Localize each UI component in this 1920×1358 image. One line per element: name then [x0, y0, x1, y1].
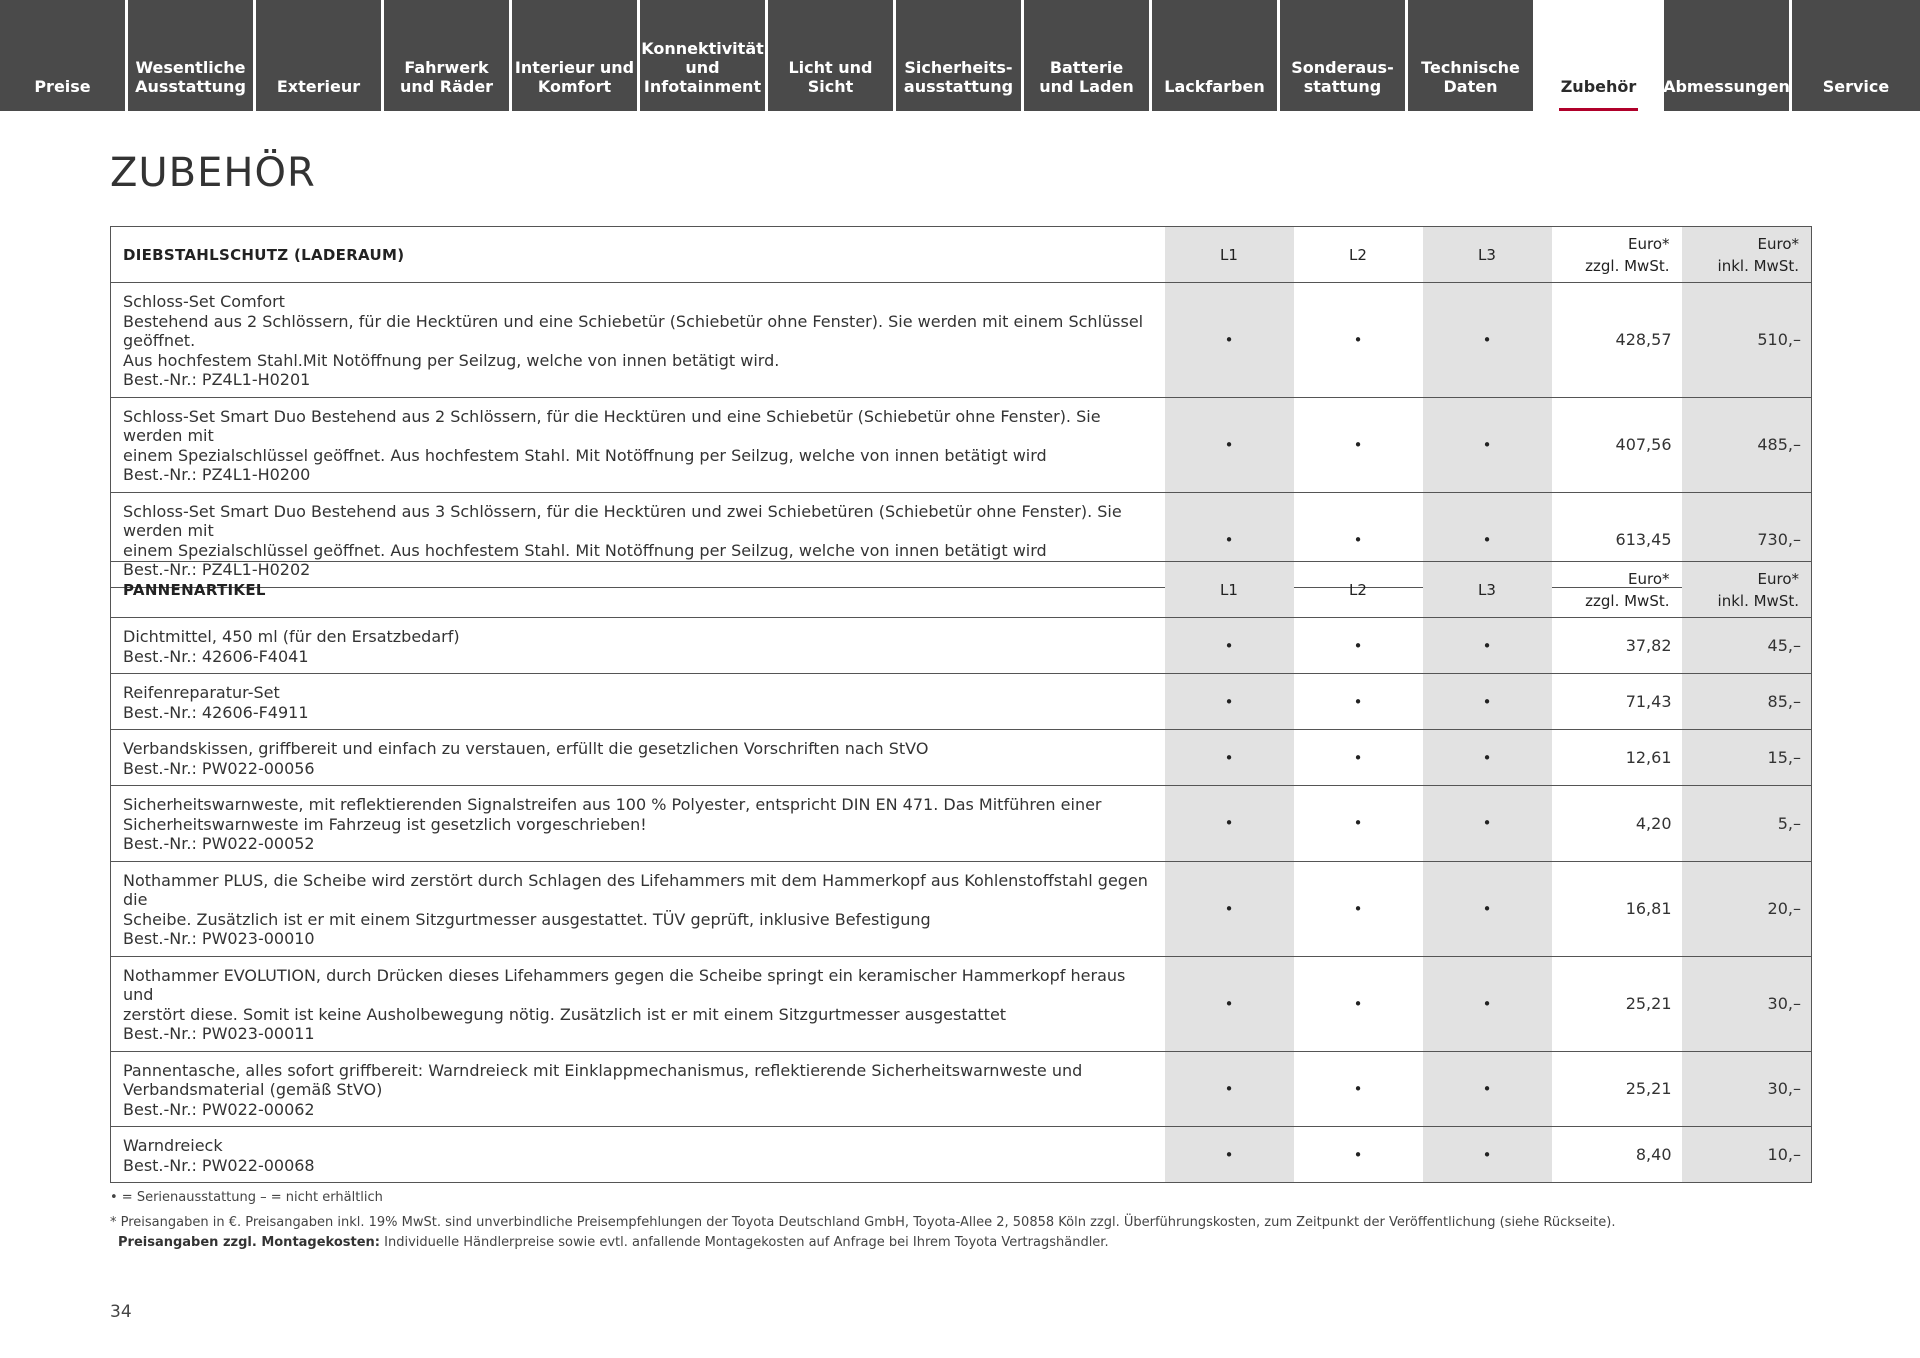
column-header-net-price: Euro* zzgl. MwSt. — [1552, 227, 1682, 283]
price-gross: 30,– — [1682, 956, 1812, 1051]
availability-l3: • — [1423, 861, 1552, 956]
tab-label: Konnektivität und Infotainment — [641, 39, 764, 96]
tab-label: Exterieur — [276, 77, 361, 96]
price-net: 12,61 — [1552, 730, 1682, 786]
price-net: 25,21 — [1552, 1051, 1682, 1127]
price-gross: 15,– — [1682, 730, 1812, 786]
availability-l1: • — [1165, 861, 1294, 956]
availability-l3: • — [1423, 397, 1552, 492]
tab-label: Zubehör — [1560, 77, 1637, 96]
item-description: Pannentasche, alles sofort griffbereit: Warndreieck mit Einklappmechanismus, reflektierende Sicherheitswarnweste und Verbandsmaterial (gemäß StVO) Best.-Nr.: PW022-00062 — [111, 1051, 1165, 1127]
tab-label: Technische Daten — [1421, 58, 1520, 96]
table-row — [111, 618, 1812, 674]
tab-fahrwerk-und-raeder[interactable] — [384, 0, 509, 111]
item-description: Schloss-Set Smart Duo Bestehend aus 2 Schlössern, für die Hecktüren und eine Schiebetür (Schiebetür ohne Fenster). Sie werden mit einem Spezialschlüssel geöffnet. Aus hochfestem Stahl. Mit Notöffnung per Seilzug, welche von innen betätigt wird Best.-Nr.: PZ4L1-H0200 — [111, 397, 1165, 492]
price-gross: 45,– — [1682, 618, 1812, 674]
tab-label: Abmessungen — [1663, 77, 1790, 96]
price-gross: 510,– — [1682, 283, 1812, 398]
page-number: 34 — [110, 1302, 132, 1322]
accessory-table-diebstahlschutz — [110, 226, 1812, 588]
tab-label: Lackfarben — [1164, 77, 1265, 96]
item-description: Reifenreparatur-Set Best.-Nr.: 42606-F4911 — [111, 674, 1165, 730]
item-description: Schloss-Set Smart Duo Bestehend aus 3 Schlössern, für die Hecktüren und zwei Schiebetüren (Schiebetür ohne Fenster). Sie werden mit einem Spezialschlüssel geöffnet. Aus hochfestem Stahl. Mit Notöffnung per Seilzug, welche von innen betätigt wird Best.-Nr.: PZ4L1-H0202 — [111, 492, 1165, 587]
price-gross: 485,– — [1682, 397, 1812, 492]
availability-l2: • — [1294, 1051, 1423, 1127]
table-header-row — [111, 227, 1812, 283]
availability-l1: • — [1165, 674, 1294, 730]
column-header-l1: L1 — [1165, 227, 1294, 283]
item-description: Schloss-Set Comfort Bestehend aus 2 Schlössern, für die Hecktüren und eine Schiebetür (Schiebetür ohne Fenster). Sie werden mit einem Schlüssel geöffnet. Aus hochfestem Stahl.Mit Notöffnung per Seilzug, welche von innen betätigt wird. Best.-Nr.: PZ4L1-H0201 — [111, 283, 1165, 398]
availability-l1: • — [1165, 618, 1294, 674]
tab-preise[interactable] — [0, 0, 125, 111]
column-header-gross-price: Euro* inkl. MwSt. — [1682, 562, 1812, 618]
item-description: Verbandskissen, griffbereit und einfach zu verstauen, erfüllt die gesetzlichen Vorschriften nach StVO Best.-Nr.: PW022-00056 — [111, 730, 1165, 786]
price-gross: 10,– — [1682, 1127, 1812, 1183]
availability-l1: • — [1165, 397, 1294, 492]
price-net: 37,82 — [1552, 618, 1682, 674]
tab-batterie-und-laden[interactable] — [1024, 0, 1149, 111]
price-gross: 5,– — [1682, 786, 1812, 862]
price-gross: 730,– — [1682, 492, 1812, 587]
availability-l2: • — [1294, 283, 1423, 398]
item-description: Warndreieck Best.-Nr.: PW022-00068 — [111, 1127, 1165, 1183]
availability-l1: • — [1165, 283, 1294, 398]
tab-sicherheitsausstattung[interactable] — [896, 0, 1021, 111]
tab-zubehoer[interactable] — [1536, 0, 1661, 111]
table-row — [111, 283, 1812, 398]
column-header-net-price: Euro* zzgl. MwSt. — [1552, 562, 1682, 618]
availability-l3: • — [1423, 1051, 1552, 1127]
item-description: Nothammer EVOLUTION, durch Drücken dieses Lifehammers gegen die Scheibe springt ein keramischer Hammerkopf heraus und zerstört diese. Somit ist keine Ausholbewegung nötig. Zusätzlich ist er mit einem Sitzgurtmesser ausgestattet Best.-Nr.: PW023-00011 — [111, 956, 1165, 1051]
category-header: DIEBSTAHLSCHUTZ (LADERAUM) — [111, 227, 1165, 283]
availability-l2: • — [1294, 397, 1423, 492]
table-header-row — [111, 562, 1812, 618]
column-header-gross-price: Euro* inkl. MwSt. — [1682, 227, 1812, 283]
column-header-l2: L2 — [1294, 562, 1423, 618]
tab-label: Wesentliche Ausstattung — [135, 58, 246, 96]
availability-l2: • — [1294, 786, 1423, 862]
tab-label: Sonderaus- stattung — [1291, 58, 1394, 96]
availability-l1: • — [1165, 730, 1294, 786]
tab-konnektivitaet[interactable] — [640, 0, 765, 111]
category-header: PANNENARTIKEL — [111, 562, 1165, 618]
table-row — [111, 861, 1812, 956]
availability-l3: • — [1423, 956, 1552, 1051]
availability-l1: • — [1165, 1127, 1294, 1183]
availability-l2: • — [1294, 861, 1423, 956]
price-net: 4,20 — [1552, 786, 1682, 862]
price-net: 16,81 — [1552, 861, 1682, 956]
table-row — [111, 730, 1812, 786]
table-row — [111, 397, 1812, 492]
availability-l1: • — [1165, 956, 1294, 1051]
table-row — [111, 1127, 1812, 1183]
availability-l2: • — [1294, 1127, 1423, 1183]
item-description: Dichtmittel, 450 ml (für den Ersatzbedarf) Best.-Nr.: 42606-F4041 — [111, 618, 1165, 674]
price-net: 613,45 — [1552, 492, 1682, 587]
availability-l2: • — [1294, 730, 1423, 786]
tab-abmessungen[interactable] — [1664, 0, 1789, 111]
availability-l3: • — [1423, 730, 1552, 786]
price-net: 71,43 — [1552, 674, 1682, 730]
tab-licht-und-sicht[interactable] — [768, 0, 893, 111]
tab-wesentliche-ausstattung[interactable] — [128, 0, 253, 111]
price-net: 407,56 — [1552, 397, 1682, 492]
table-row — [111, 786, 1812, 862]
availability-l3: • — [1423, 786, 1552, 862]
availability-l2: • — [1294, 674, 1423, 730]
availability-l2: • — [1294, 956, 1423, 1051]
availability-l1: • — [1165, 1051, 1294, 1127]
footnote-montage-label: Preisangaben zzgl. Montagekosten: — [118, 1235, 380, 1250]
top-nav-tabs — [0, 0, 1920, 111]
footnote-montage — [118, 1233, 1109, 1252]
price-net: 8,40 — [1552, 1127, 1682, 1183]
availability-l1: • — [1165, 786, 1294, 862]
price-gross: 20,– — [1682, 861, 1812, 956]
availability-l3: • — [1423, 492, 1552, 587]
tab-service[interactable] — [1792, 0, 1920, 111]
availability-l3: • — [1423, 283, 1552, 398]
footnote-montage-text: Individuelle Händlerpreise sowie evtl. anfallende Montagekosten auf Anfrage bei Ihrem Toyota Vertragshändler. — [380, 1235, 1109, 1250]
table-row — [111, 674, 1812, 730]
column-header-l1: L1 — [1165, 562, 1294, 618]
footnote-prices: * Preisangaben in €. Preisangaben inkl. 19% MwSt. sind unverbindliche Preisempfehlungen der Toyota Deutschland GmbH, Toyota-Allee 2, 50858 Köln zzgl. Überführungskosten, zum Zeitpunkt der Veröffentlichung (siehe Rückseite). — [110, 1215, 1616, 1230]
availability-l2: • — [1294, 492, 1423, 587]
tab-label: Licht und Sicht — [788, 58, 873, 96]
availability-l3: • — [1423, 1127, 1552, 1183]
item-description: Nothammer PLUS, die Scheibe wird zerstört durch Schlagen des Lifehammers mit dem Hammerkopf aus Kohlenstoffstahl gegen die Scheibe. Zusätzlich ist er mit einem Sitzgurtmesser ausgestattet. TÜV geprüft, inklusive Befestigung Best.-Nr.: PW023-00010 — [111, 861, 1165, 956]
tab-lackfarben[interactable] — [1152, 0, 1277, 111]
tab-technische-daten[interactable] — [1408, 0, 1533, 111]
price-net: 25,21 — [1552, 956, 1682, 1051]
tab-label: Fahrwerk und Räder — [399, 58, 494, 96]
tab-label: Batterie und Laden — [1039, 58, 1134, 96]
column-header-l3: L3 — [1423, 227, 1552, 283]
footnote-legend: • = Serienausstattung – = nicht erhältlich — [110, 1190, 383, 1205]
column-header-l2: L2 — [1294, 227, 1423, 283]
column-header-l3: L3 — [1423, 562, 1552, 618]
availability-l3: • — [1423, 618, 1552, 674]
availability-l3: • — [1423, 674, 1552, 730]
price-gross: 30,– — [1682, 1051, 1812, 1127]
tab-label: Preise — [34, 77, 91, 96]
active-tab-indicator — [1559, 108, 1638, 111]
availability-l1: • — [1165, 492, 1294, 587]
table-row — [111, 956, 1812, 1051]
item-description: Sicherheitswarnweste, mit reflektierenden Signalstreifen aus 100 % Polyester, entspricht DIN EN 471. Das Mitführen einer Sicherheitswarnweste im Fahrzeug ist gesetzlich vorgeschrieben! Best.-Nr.: PW022-00052 — [111, 786, 1165, 862]
table-row — [111, 1051, 1812, 1127]
accessory-table-pannenartikel — [110, 561, 1812, 1183]
tab-label: Sicherheits- ausstattung — [903, 58, 1014, 96]
price-net: 428,57 — [1552, 283, 1682, 398]
page-title: ZUBEHÖR — [110, 150, 316, 196]
price-gross: 85,– — [1682, 674, 1812, 730]
tab-interieur-und-komfort[interactable] — [512, 0, 637, 111]
tab-label: Service — [1822, 77, 1890, 96]
tab-sonderausstattung[interactable] — [1280, 0, 1405, 111]
tab-label: Interieur und Komfort — [514, 58, 635, 96]
tab-exterieur[interactable] — [256, 0, 381, 111]
availability-l2: • — [1294, 618, 1423, 674]
